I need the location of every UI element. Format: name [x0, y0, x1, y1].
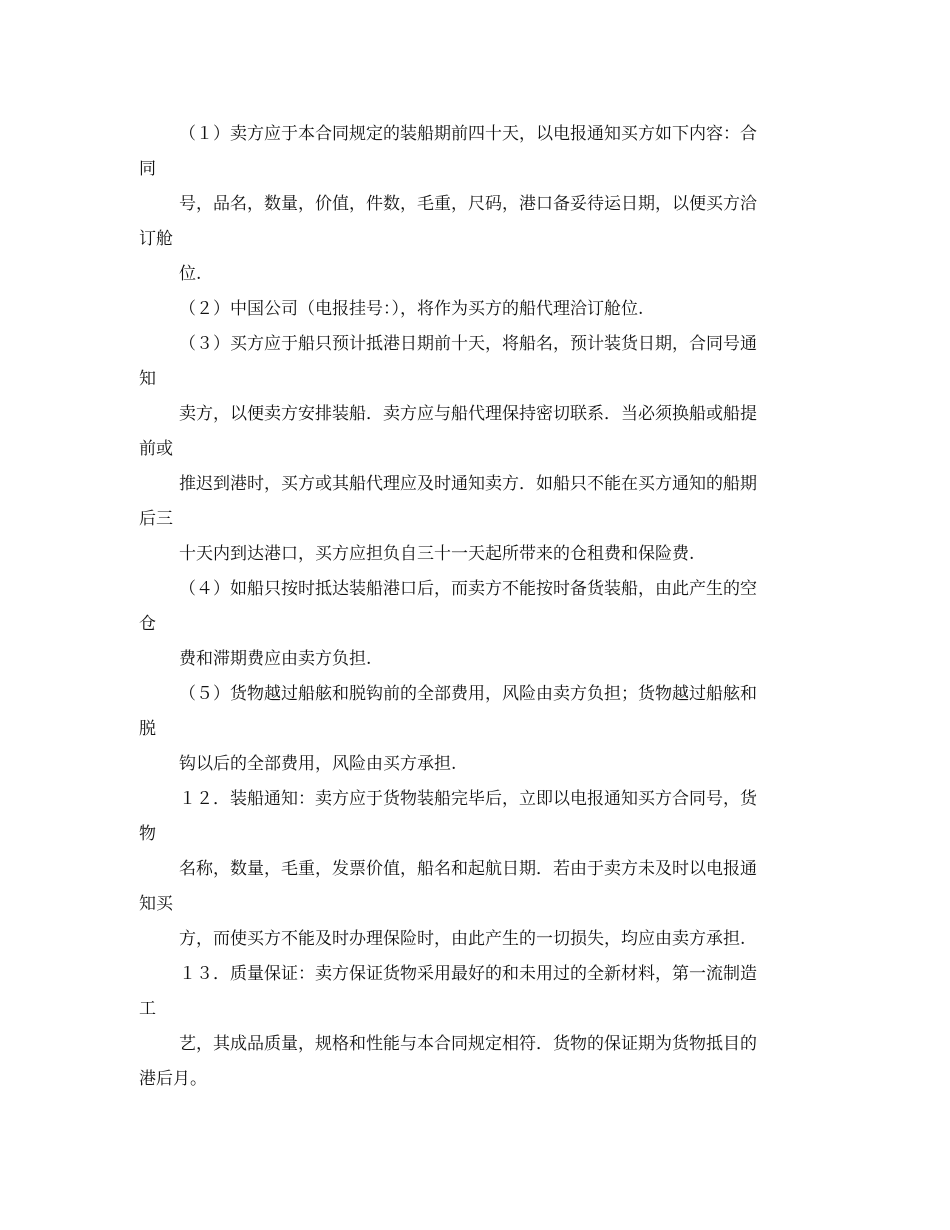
- text-line: 费和滞期费应由卖方负担.: [179, 649, 372, 669]
- text-line: 仓: [139, 614, 156, 634]
- text-line: 脱: [139, 719, 156, 739]
- text-line: 艺，其成品质量，规格和性能与本合同规定相符．货物的保证期为货物抵目的: [179, 1034, 757, 1054]
- text-line: 工: [139, 999, 156, 1019]
- text-line: 知买: [139, 894, 173, 914]
- text-line: 名称，数量，毛重，发票价值，船名和起航日期．若由于卖方未及时以电报通: [179, 859, 757, 879]
- text-line: 位.: [179, 264, 202, 284]
- text-line: （５）货物越过船舷和脱钩前的全部费用，风险由卖方负担；货物越过船舷和: [179, 684, 757, 704]
- text-line: 物: [139, 824, 156, 844]
- text-line: 方，而使买方不能及时办理保险时，由此产生的一切损失，均应由卖方承担.: [179, 929, 746, 949]
- text-line: （１）卖方应于本合同规定的装船期前四十天，以电报通知买方如下内容：合: [179, 124, 757, 144]
- text-line: １２．装船通知：卖方应于货物装船完毕后，立即以电报通知买方合同号，货: [179, 789, 757, 809]
- text-line: （４）如船只按时抵达装船港口后，而卖方不能按时备货装船，由此产生的空: [179, 579, 757, 599]
- text-line: 同: [139, 159, 156, 179]
- text-line: 后三: [139, 509, 173, 529]
- text-line: １３．质量保证：卖方保证货物采用最好的和未用过的全新材料，第一流制造: [179, 964, 757, 984]
- contract-text-body: [139, 117, 819, 1097]
- text-line: （２）中国公司（电报挂号：），将作为买方的船代理洽订舱位.: [179, 299, 644, 319]
- text-line: 号，品名，数量，价值，件数，毛重，尺码，港口备妥待运日期，以便买方洽: [179, 194, 757, 214]
- text-line: 港后月。: [139, 1069, 207, 1089]
- text-line: 订舱: [139, 229, 173, 249]
- text-line: 知: [139, 369, 156, 389]
- text-line: 卖方，以便卖方安排装船．卖方应与船代理保持密切联系．当必须换船或船提: [179, 404, 757, 424]
- text-line: 推迟到港时，买方或其船代理应及时通知卖方．如船只不能在买方通知的船期: [179, 474, 757, 494]
- text-line: 前或: [139, 439, 173, 459]
- text-line: （３）买方应于船只预计抵港日期前十天，将船名，预计装货日期，合同号通: [179, 334, 757, 354]
- text-line: 钩以后的全部费用，风险由买方承担.: [179, 754, 457, 774]
- text-line: 十天内到达港口，买方应担负自三十一天起所带来的仓租费和保险费.: [179, 544, 695, 564]
